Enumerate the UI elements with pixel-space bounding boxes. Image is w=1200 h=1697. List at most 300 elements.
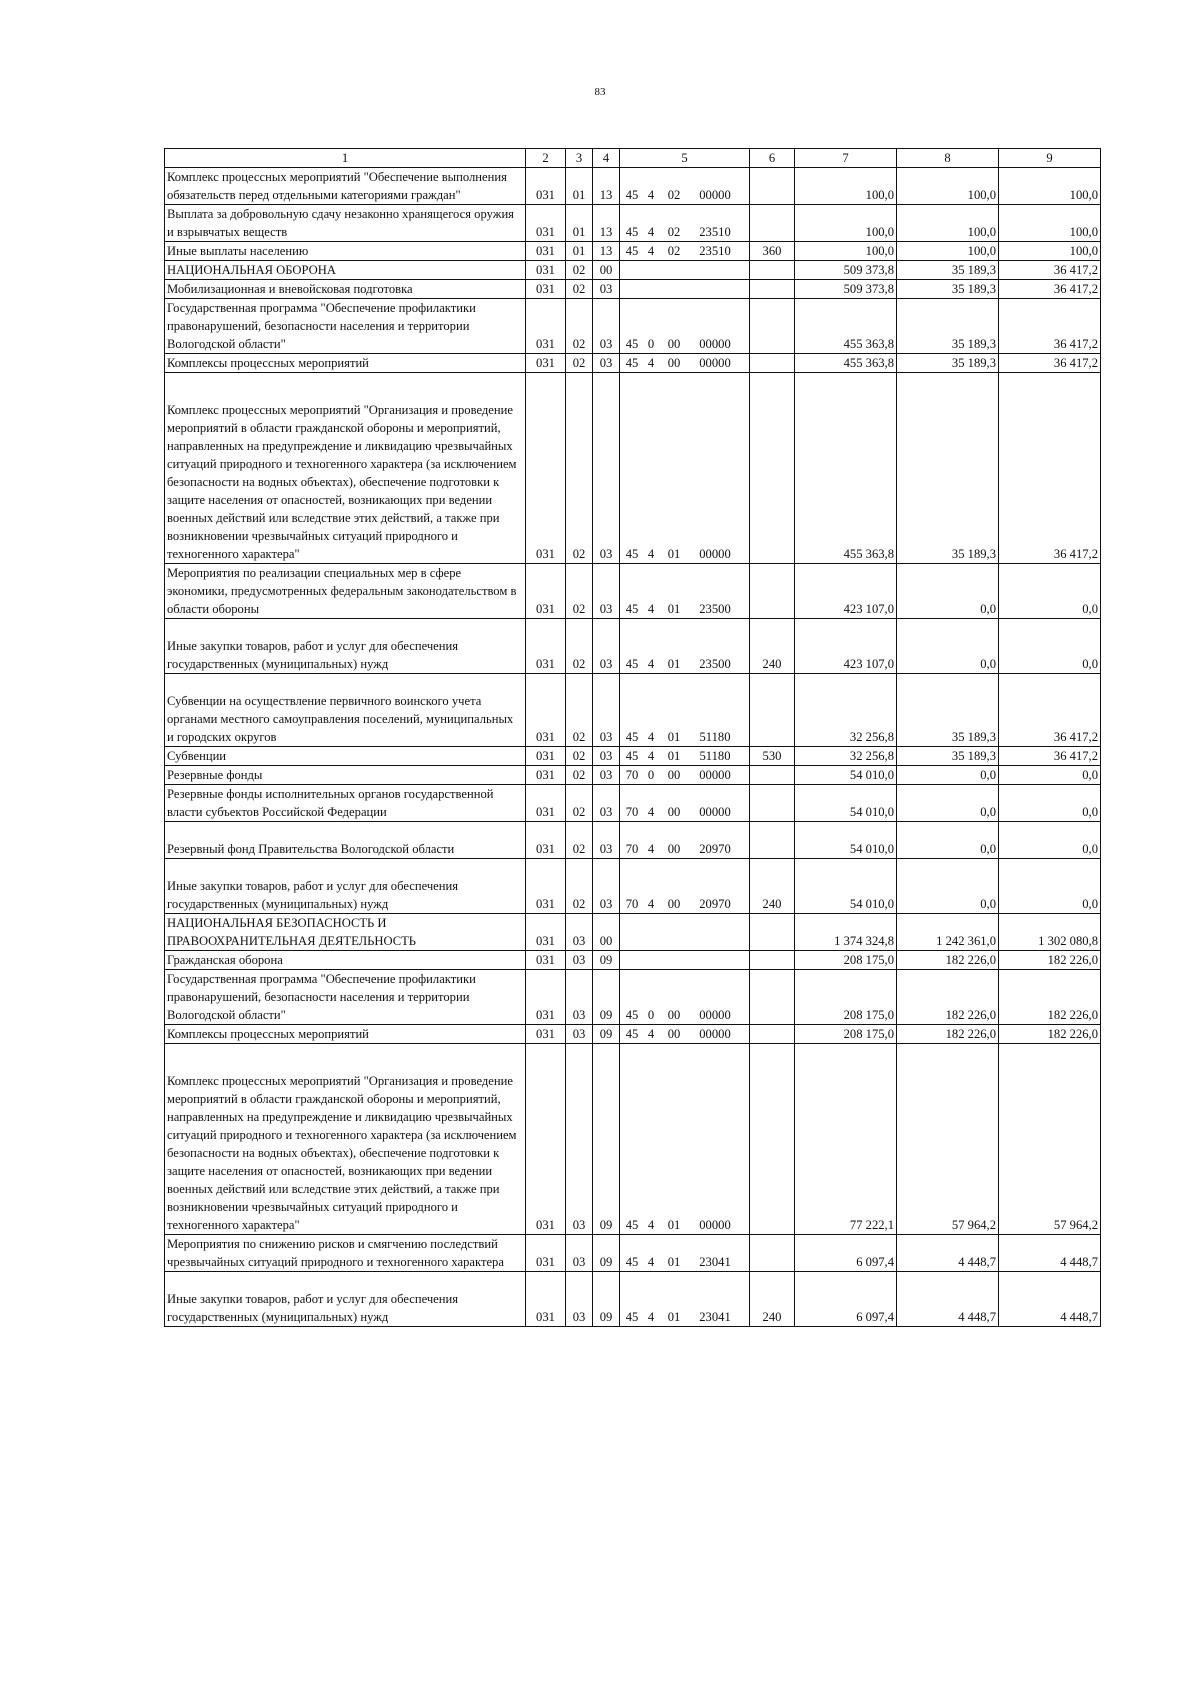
header-cell: 7 <box>795 149 897 168</box>
row-name: Субвенции на осуществление первичного воинского учета органами местного самоуправления поселений, муниципальных и городских округов <box>165 674 526 747</box>
row-col2: 031 <box>526 168 566 205</box>
row-col7: 509 373,8 <box>795 261 897 280</box>
row-col9: 1 302 080,8 <box>999 914 1101 951</box>
program-part-1: 45 <box>625 1310 639 1324</box>
table-row <box>165 205 1101 242</box>
row-col2: 031 <box>526 674 566 747</box>
program-part-2: 4 <box>647 188 655 202</box>
program-part-3: 01 <box>667 1255 681 1269</box>
row-col8: 100,0 <box>897 242 999 261</box>
table-row <box>165 280 1101 299</box>
table-row <box>165 766 1101 785</box>
row-col4: 03 <box>593 859 620 914</box>
row-col5 <box>620 914 750 951</box>
row-col8: 100,0 <box>897 168 999 205</box>
program-part-3: 00 <box>667 897 681 911</box>
program-part-1: 70 <box>625 768 639 782</box>
row-col4: 09 <box>593 1025 620 1044</box>
program-part-3: 01 <box>667 749 681 763</box>
row-col2: 031 <box>526 242 566 261</box>
row-col7: 54 010,0 <box>795 859 897 914</box>
row-col5 <box>620 1025 750 1044</box>
program-part-4: 00000 <box>699 1027 731 1041</box>
row-col6 <box>750 822 795 859</box>
row-col4: 13 <box>593 168 620 205</box>
row-col5 <box>620 766 750 785</box>
program-part-4: 00000 <box>699 805 731 819</box>
row-col5 <box>620 373 750 564</box>
row-col7: 423 107,0 <box>795 564 897 619</box>
row-col9: 36 417,2 <box>999 747 1101 766</box>
row-col6 <box>750 1025 795 1044</box>
row-col8: 0,0 <box>897 766 999 785</box>
program-part-1: 45 <box>625 1218 639 1232</box>
row-col7: 54 010,0 <box>795 822 897 859</box>
row-name: Государственная программа "Обеспечение профилактики правонарушений, безопасности населения и территории Вологодской области" <box>165 299 526 354</box>
row-col5 <box>620 205 750 242</box>
row-col2: 031 <box>526 1044 566 1235</box>
row-col7: 100,0 <box>795 242 897 261</box>
header-cell: 3 <box>566 149 593 168</box>
row-name: Мобилизационная и вневойсковая подготовка <box>165 280 526 299</box>
row-col6: 240 <box>750 1272 795 1327</box>
row-col4: 03 <box>593 822 620 859</box>
row-col6 <box>750 970 795 1025</box>
table-row <box>165 242 1101 261</box>
program-part-2: 4 <box>647 1255 655 1269</box>
program-part-4: 00000 <box>699 768 731 782</box>
row-col2: 031 <box>526 1235 566 1272</box>
row-col9: 36 417,2 <box>999 299 1101 354</box>
row-name: НАЦИОНАЛЬНАЯ БЕЗОПАСНОСТЬ И ПРАВООХРАНИТЕЛЬНАЯ ДЕЯТЕЛЬНОСТЬ <box>165 914 526 951</box>
row-col5 <box>620 242 750 261</box>
row-col7: 77 222,1 <box>795 1044 897 1235</box>
row-col3: 03 <box>566 1025 593 1044</box>
row-name: Субвенции <box>165 747 526 766</box>
row-col4: 09 <box>593 1235 620 1272</box>
row-col8: 35 189,3 <box>897 261 999 280</box>
row-col8: 57 964,2 <box>897 1044 999 1235</box>
row-col5 <box>620 619 750 674</box>
row-col5 <box>620 785 750 822</box>
program-part-1: 70 <box>625 805 639 819</box>
row-name: Комплекс процессных мероприятий "Организация и проведение мероприятий в области гражданской обороны и мероприятий, направленных на предупреждение и ликвидацию чрезвычайных ситуаций природного и техногенного характера (за исключением безопасности на водных объектах), обеспечение подготовки к защите населения от опасностей, возникающих при ведении военных действий или вследствие этих действий, а также при возникновении чрезвычайных ситуаций природного и техногенного характера" <box>165 1044 526 1235</box>
row-name: Мероприятия по реализации специальных мер в сфере экономики, предусмотренных федеральным законодательством в области обороны <box>165 564 526 619</box>
row-col6 <box>750 1235 795 1272</box>
row-col9: 182 226,0 <box>999 951 1101 970</box>
row-col5 <box>620 354 750 373</box>
header-cell: 5 <box>620 149 750 168</box>
program-part-1: 45 <box>625 356 639 370</box>
program-part-3: 00 <box>667 842 681 856</box>
row-col6 <box>750 674 795 747</box>
row-col7: 208 175,0 <box>795 951 897 970</box>
row-col3: 03 <box>566 1044 593 1235</box>
row-col4: 03 <box>593 766 620 785</box>
row-col3: 02 <box>566 822 593 859</box>
table-row <box>165 354 1101 373</box>
row-name: Комплекс процессных мероприятий "Обеспечение выполнения обязательств перед отдельными категориями граждан" <box>165 168 526 205</box>
row-col9: 4 448,7 <box>999 1272 1101 1327</box>
program-part-1: 45 <box>625 1027 639 1041</box>
row-col3: 03 <box>566 970 593 1025</box>
program-part-3: 02 <box>667 244 681 258</box>
table-row <box>165 1235 1101 1272</box>
program-part-4: 23510 <box>699 225 731 239</box>
row-col8: 182 226,0 <box>897 951 999 970</box>
program-part-4: 00000 <box>699 188 731 202</box>
row-col9: 0,0 <box>999 822 1101 859</box>
row-col8: 182 226,0 <box>897 970 999 1025</box>
row-col9: 0,0 <box>999 766 1101 785</box>
program-part-3: 00 <box>667 768 681 782</box>
row-name: Иные закупки товаров, работ и услуг для обеспечения государственных (муниципальных) нужд <box>165 859 526 914</box>
row-col2: 031 <box>526 299 566 354</box>
row-col9: 0,0 <box>999 564 1101 619</box>
row-col2: 031 <box>526 859 566 914</box>
row-col4: 00 <box>593 914 620 951</box>
table-row <box>165 168 1101 205</box>
program-part-4: 23500 <box>699 657 731 671</box>
row-col5 <box>620 970 750 1025</box>
row-col2: 031 <box>526 1272 566 1327</box>
row-col3: 02 <box>566 564 593 619</box>
row-col6 <box>750 1044 795 1235</box>
row-col9: 57 964,2 <box>999 1044 1101 1235</box>
program-part-2: 4 <box>647 244 655 258</box>
page-number: 83 <box>594 86 606 98</box>
row-col6: 240 <box>750 619 795 674</box>
program-part-2: 4 <box>647 1218 655 1232</box>
row-col7: 509 373,8 <box>795 280 897 299</box>
program-part-1: 45 <box>625 1255 639 1269</box>
program-part-3: 02 <box>667 188 681 202</box>
row-col7: 100,0 <box>795 205 897 242</box>
row-col4: 09 <box>593 970 620 1025</box>
header-cell: 1 <box>165 149 526 168</box>
row-col7: 455 363,8 <box>795 373 897 564</box>
row-col7: 208 175,0 <box>795 1025 897 1044</box>
row-col9: 36 417,2 <box>999 373 1101 564</box>
row-col6: 360 <box>750 242 795 261</box>
program-part-4: 00000 <box>699 1218 731 1232</box>
program-part-2: 0 <box>647 768 655 782</box>
row-col3: 02 <box>566 261 593 280</box>
row-col9: 0,0 <box>999 619 1101 674</box>
row-col2: 031 <box>526 914 566 951</box>
row-col2: 031 <box>526 280 566 299</box>
row-col5 <box>620 747 750 766</box>
row-name: Резервные фонды исполнительных органов государственной власти субъектов Российской Федерации <box>165 785 526 822</box>
row-col3: 03 <box>566 1272 593 1327</box>
row-col3: 02 <box>566 766 593 785</box>
program-part-1: 45 <box>625 602 639 616</box>
row-col4: 09 <box>593 1272 620 1327</box>
program-part-2: 4 <box>647 730 655 744</box>
table-row <box>165 564 1101 619</box>
row-col4: 13 <box>593 205 620 242</box>
program-part-1: 45 <box>625 244 639 258</box>
row-col9: 182 226,0 <box>999 1025 1101 1044</box>
program-part-4: 00000 <box>699 356 731 370</box>
row-col7: 423 107,0 <box>795 619 897 674</box>
table-row <box>165 261 1101 280</box>
program-part-1: 45 <box>625 337 639 351</box>
program-part-4: 51180 <box>699 749 731 763</box>
row-name: Мероприятия по снижению рисков и смягчению последствий чрезвычайных ситуаций природного и техногенного характера <box>165 1235 526 1272</box>
program-part-4: 23500 <box>699 602 731 616</box>
row-col4: 03 <box>593 299 620 354</box>
row-name: Иные закупки товаров, работ и услуг для обеспечения государственных (муниципальных) нужд <box>165 619 526 674</box>
row-name: НАЦИОНАЛЬНАЯ ОБОРОНА <box>165 261 526 280</box>
program-part-4: 00000 <box>699 1008 731 1022</box>
table-row <box>165 373 1101 564</box>
program-part-2: 0 <box>647 337 655 351</box>
program-part-3: 01 <box>667 657 681 671</box>
program-part-3: 01 <box>667 730 681 744</box>
row-col9: 0,0 <box>999 785 1101 822</box>
program-part-1: 45 <box>625 749 639 763</box>
row-col6 <box>750 168 795 205</box>
row-col4: 03 <box>593 785 620 822</box>
row-col5 <box>620 299 750 354</box>
row-col8: 35 189,3 <box>897 354 999 373</box>
row-col2: 031 <box>526 619 566 674</box>
row-col4: 03 <box>593 674 620 747</box>
row-col7: 54 010,0 <box>795 766 897 785</box>
row-col6 <box>750 914 795 951</box>
table-row <box>165 674 1101 747</box>
row-col7: 455 363,8 <box>795 354 897 373</box>
row-col7: 455 363,8 <box>795 299 897 354</box>
program-part-1: 45 <box>625 547 639 561</box>
row-col2: 031 <box>526 766 566 785</box>
program-part-3: 01 <box>667 602 681 616</box>
row-col8: 35 189,3 <box>897 299 999 354</box>
row-col3: 01 <box>566 168 593 205</box>
row-col3: 02 <box>566 747 593 766</box>
program-part-2: 4 <box>647 749 655 763</box>
row-col4: 03 <box>593 747 620 766</box>
row-col9: 36 417,2 <box>999 280 1101 299</box>
program-part-3: 00 <box>667 356 681 370</box>
row-col6 <box>750 951 795 970</box>
program-part-3: 02 <box>667 225 681 239</box>
table-row <box>165 619 1101 674</box>
row-col5 <box>620 168 750 205</box>
row-col6 <box>750 261 795 280</box>
program-part-2: 4 <box>647 657 655 671</box>
row-col4: 09 <box>593 951 620 970</box>
program-part-2: 4 <box>647 1310 655 1324</box>
row-col2: 031 <box>526 564 566 619</box>
row-col4: 00 <box>593 261 620 280</box>
row-name: Иные выплаты населению <box>165 242 526 261</box>
header-cell: 9 <box>999 149 1101 168</box>
program-part-4: 00000 <box>699 547 731 561</box>
program-part-3: 00 <box>667 1008 681 1022</box>
program-part-2: 4 <box>647 897 655 911</box>
program-part-4: 20970 <box>699 897 731 911</box>
program-part-2: 4 <box>647 602 655 616</box>
row-col5 <box>620 564 750 619</box>
row-col8: 0,0 <box>897 822 999 859</box>
row-col6 <box>750 299 795 354</box>
header-cell: 2 <box>526 149 566 168</box>
row-col8: 4 448,7 <box>897 1235 999 1272</box>
row-name: Гражданская оборона <box>165 951 526 970</box>
table-row <box>165 747 1101 766</box>
row-col7: 100,0 <box>795 168 897 205</box>
row-col3: 01 <box>566 205 593 242</box>
row-col5 <box>620 674 750 747</box>
table-row <box>165 970 1101 1025</box>
table-row <box>165 1044 1101 1235</box>
row-col3: 02 <box>566 354 593 373</box>
table-row <box>165 914 1101 951</box>
row-col3: 03 <box>566 1235 593 1272</box>
row-col8: 35 189,3 <box>897 373 999 564</box>
table-body <box>165 168 1101 1327</box>
program-part-3: 01 <box>667 1218 681 1232</box>
row-col5 <box>620 1272 750 1327</box>
table-row <box>165 951 1101 970</box>
table-row <box>165 822 1101 859</box>
row-col8: 100,0 <box>897 205 999 242</box>
table-row <box>165 299 1101 354</box>
row-name: Выплата за добровольную сдачу незаконно хранящегося оружия и взрывчатых веществ <box>165 205 526 242</box>
row-col2: 031 <box>526 785 566 822</box>
row-col4: 03 <box>593 373 620 564</box>
row-col9: 100,0 <box>999 205 1101 242</box>
row-col8: 0,0 <box>897 564 999 619</box>
row-col6 <box>750 564 795 619</box>
program-part-4: 20970 <box>699 842 731 856</box>
row-col5 <box>620 822 750 859</box>
row-col3: 02 <box>566 619 593 674</box>
program-part-2: 4 <box>647 225 655 239</box>
row-col8: 0,0 <box>897 859 999 914</box>
program-part-4: 51180 <box>699 730 731 744</box>
row-col7: 32 256,8 <box>795 674 897 747</box>
row-col8: 0,0 <box>897 619 999 674</box>
row-col4: 03 <box>593 354 620 373</box>
row-col9: 100,0 <box>999 168 1101 205</box>
program-part-4: 23510 <box>699 244 731 258</box>
program-part-3: 00 <box>667 1027 681 1041</box>
row-col2: 031 <box>526 747 566 766</box>
row-name: Резервный фонд Правительства Вологодской области <box>165 822 526 859</box>
header-cell: 4 <box>593 149 620 168</box>
program-part-1: 45 <box>625 188 639 202</box>
row-name: Иные закупки товаров, работ и услуг для обеспечения государственных (муниципальных) нужд <box>165 1272 526 1327</box>
row-col6: 240 <box>750 859 795 914</box>
program-part-1: 45 <box>625 730 639 744</box>
program-part-3: 01 <box>667 1310 681 1324</box>
row-col3: 03 <box>566 914 593 951</box>
row-col5 <box>620 859 750 914</box>
row-name: Резервные фонды <box>165 766 526 785</box>
row-col3: 01 <box>566 242 593 261</box>
row-col3: 02 <box>566 859 593 914</box>
program-part-1: 45 <box>625 1008 639 1022</box>
row-col9: 182 226,0 <box>999 970 1101 1025</box>
program-part-1: 70 <box>625 897 639 911</box>
header-cell: 8 <box>897 149 999 168</box>
row-col3: 02 <box>566 674 593 747</box>
row-col6: 530 <box>750 747 795 766</box>
program-part-2: 4 <box>647 547 655 561</box>
row-col8: 4 448,7 <box>897 1272 999 1327</box>
program-part-3: 00 <box>667 337 681 351</box>
table-row <box>165 1025 1101 1044</box>
row-col3: 02 <box>566 373 593 564</box>
row-name: Комплексы процессных мероприятий <box>165 354 526 373</box>
row-col3: 02 <box>566 299 593 354</box>
program-part-4: 23041 <box>699 1310 731 1324</box>
row-col6 <box>750 280 795 299</box>
row-col9: 36 417,2 <box>999 261 1101 280</box>
row-col9: 36 417,2 <box>999 674 1101 747</box>
row-col8: 35 189,3 <box>897 280 999 299</box>
row-name: Комплексы процессных мероприятий <box>165 1025 526 1044</box>
program-part-2: 4 <box>647 842 655 856</box>
row-col2: 031 <box>526 373 566 564</box>
program-part-3: 00 <box>667 805 681 819</box>
row-col4: 03 <box>593 619 620 674</box>
program-part-1: 70 <box>625 842 639 856</box>
table-row <box>165 785 1101 822</box>
row-col9: 4 448,7 <box>999 1235 1101 1272</box>
row-col7: 1 374 324,8 <box>795 914 897 951</box>
program-part-3: 01 <box>667 547 681 561</box>
row-col6 <box>750 766 795 785</box>
row-col4: 09 <box>593 1044 620 1235</box>
row-col2: 031 <box>526 970 566 1025</box>
row-col6 <box>750 205 795 242</box>
header-cell: 6 <box>750 149 795 168</box>
row-name: Комплекс процессных мероприятий "Организация и проведение мероприятий в области гражданской обороны и мероприятий, направленных на предупреждение и ликвидацию чрезвычайных ситуаций природного и техногенного характера (за исключением безопасности на водных объектах), обеспечение подготовки к защите населения от опасностей, возникающих при ведении военных действий или вследствие этих действий, а также при возникновении чрезвычайных ситуаций природного и техногенного характера" <box>165 373 526 564</box>
row-col5 <box>620 951 750 970</box>
row-col8: 35 189,3 <box>897 674 999 747</box>
row-col6 <box>750 373 795 564</box>
row-col4: 03 <box>593 564 620 619</box>
program-part-1: 45 <box>625 657 639 671</box>
row-col5 <box>620 1044 750 1235</box>
row-col3: 02 <box>566 785 593 822</box>
row-col9: 36 417,2 <box>999 354 1101 373</box>
row-col8: 0,0 <box>897 785 999 822</box>
program-part-1: 45 <box>625 225 639 239</box>
row-col9: 100,0 <box>999 242 1101 261</box>
row-col8: 1 242 361,0 <box>897 914 999 951</box>
table-row <box>165 1272 1101 1327</box>
row-col2: 031 <box>526 951 566 970</box>
row-col7: 6 097,4 <box>795 1235 897 1272</box>
row-col4: 03 <box>593 280 620 299</box>
row-col8: 182 226,0 <box>897 1025 999 1044</box>
row-col2: 031 <box>526 1025 566 1044</box>
row-col3: 02 <box>566 280 593 299</box>
program-part-2: 4 <box>647 356 655 370</box>
program-part-2: 4 <box>647 1027 655 1041</box>
row-col2: 031 <box>526 354 566 373</box>
row-col7: 54 010,0 <box>795 785 897 822</box>
row-col5 <box>620 261 750 280</box>
program-part-2: 0 <box>647 1008 655 1022</box>
row-name: Государственная программа "Обеспечение профилактики правонарушений, безопасности населения и территории Вологодской области" <box>165 970 526 1025</box>
row-col7: 6 097,4 <box>795 1272 897 1327</box>
